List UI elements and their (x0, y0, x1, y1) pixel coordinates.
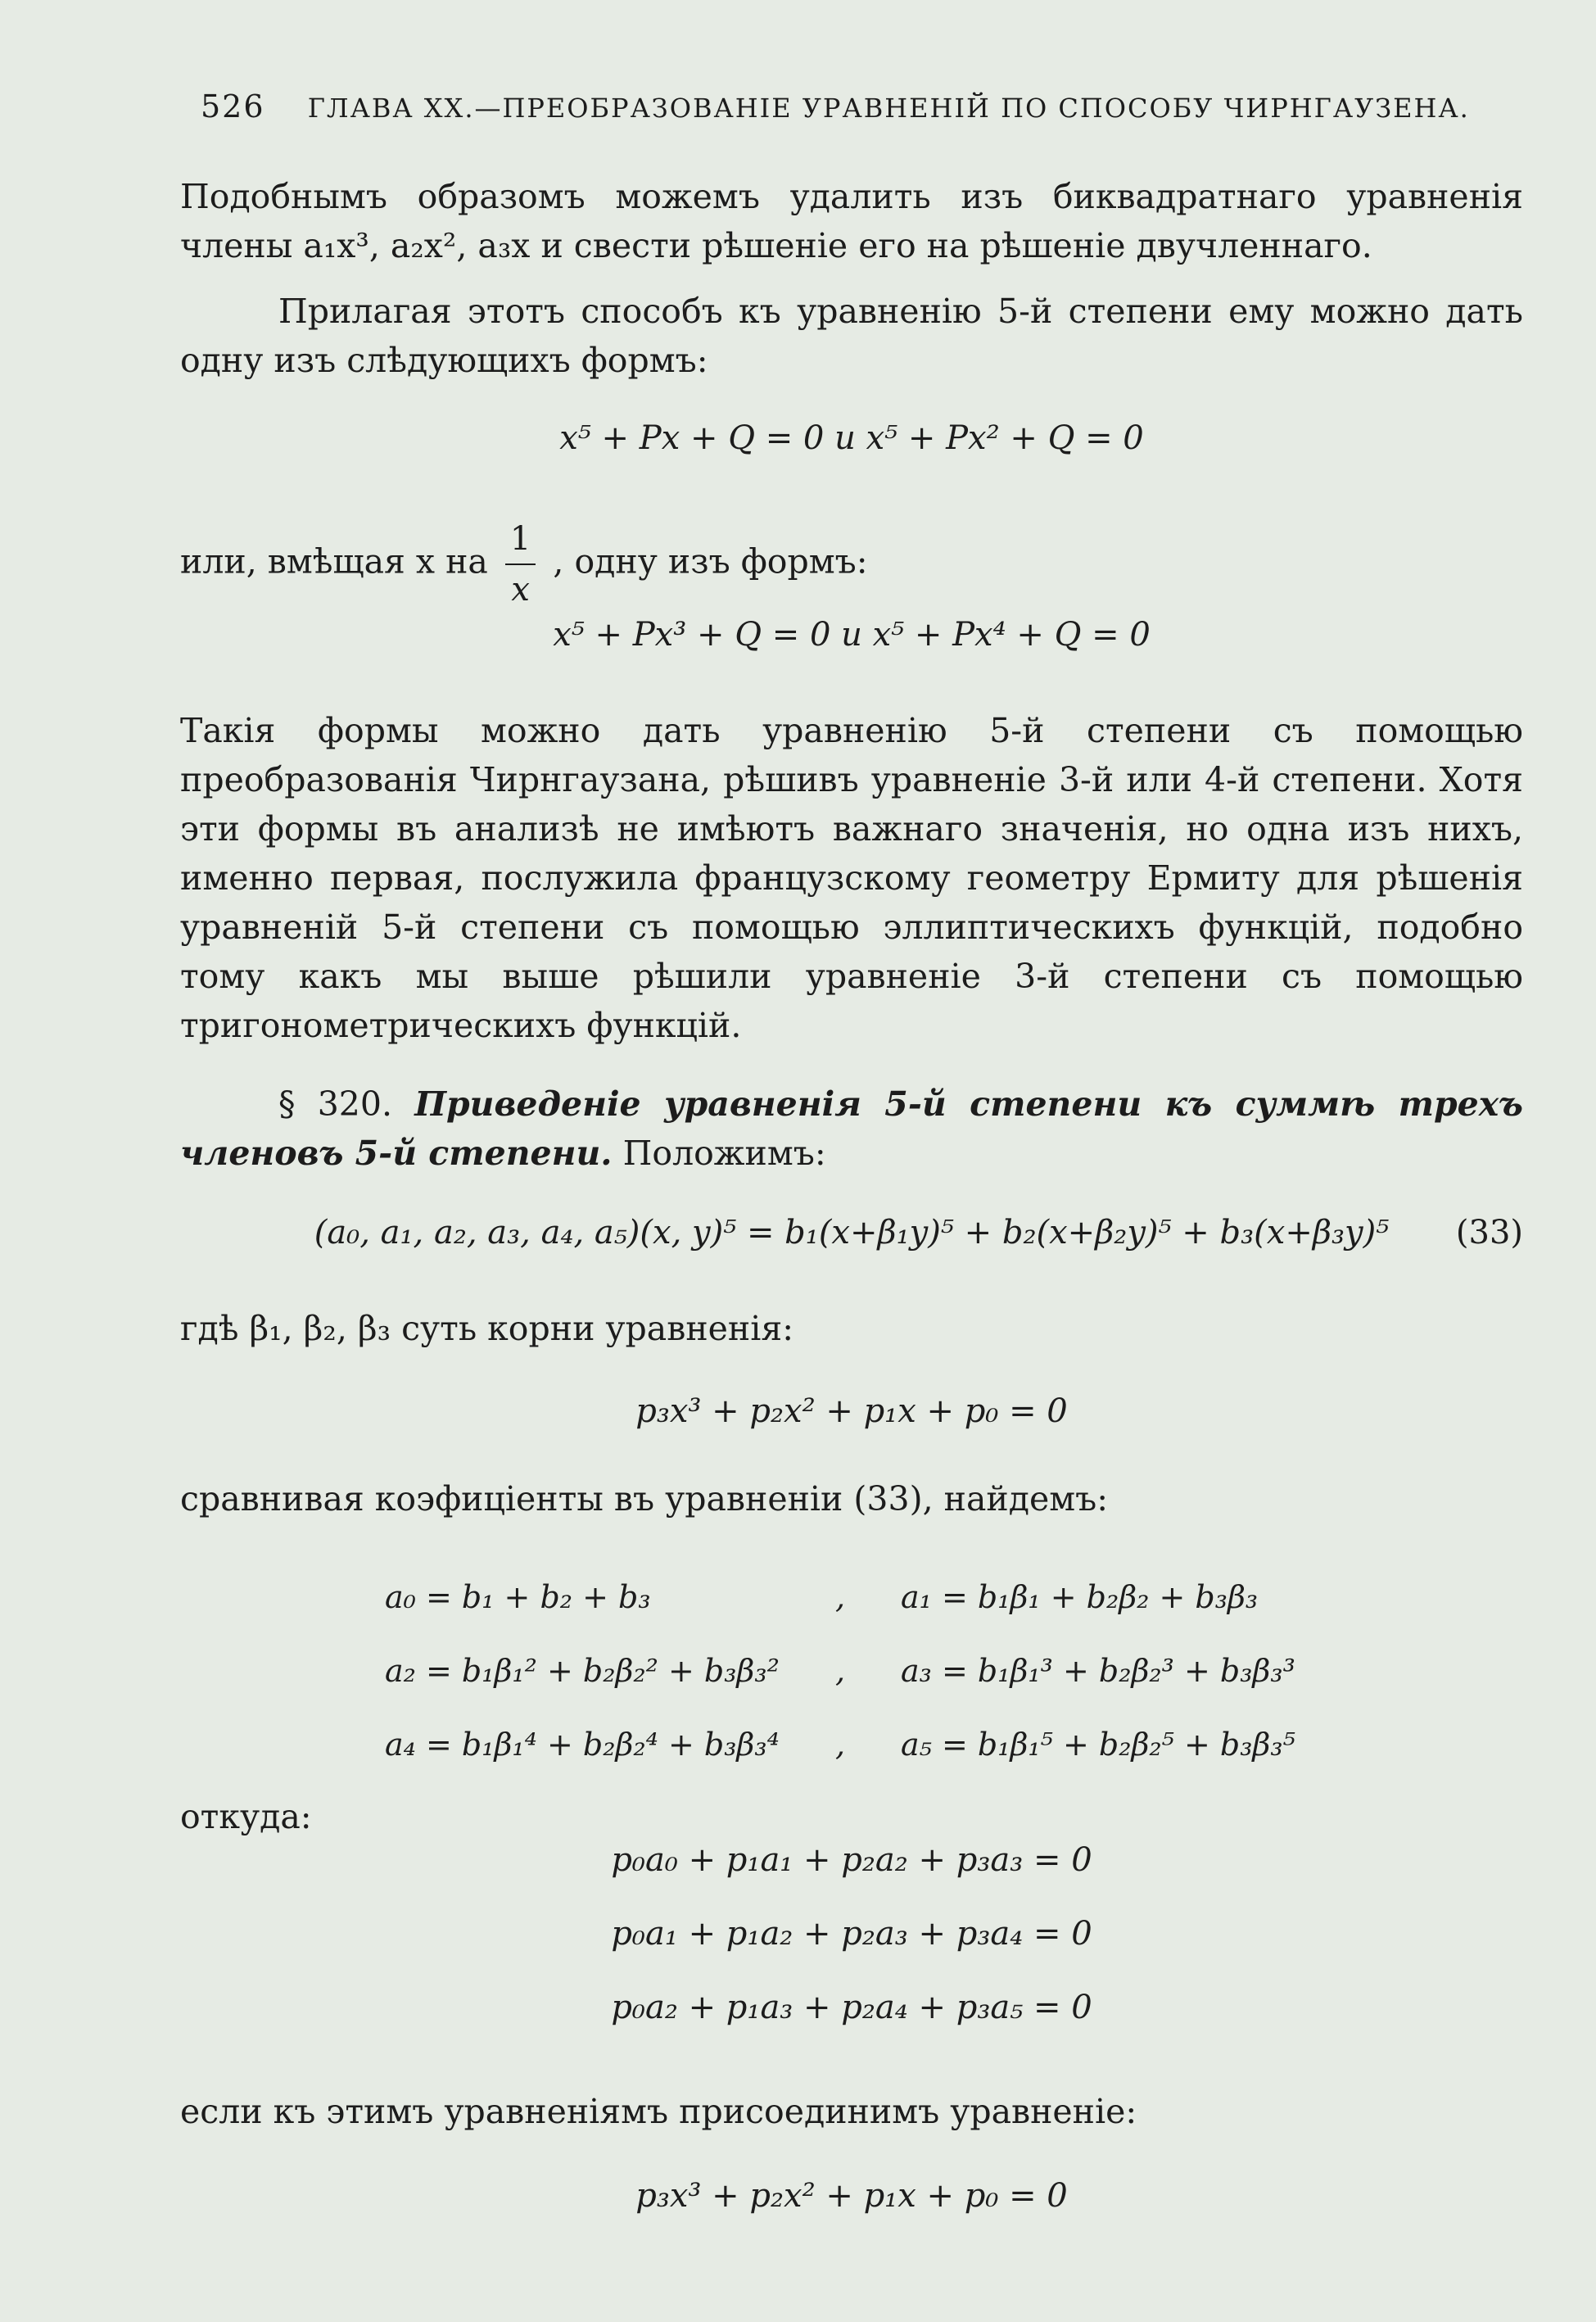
fraction-numerator: 1 (505, 514, 536, 565)
coef-a3: a₃ = b₁β₁³ + b₂β₂³ + b₃β₃³ (901, 1653, 1295, 1689)
join-line: если къ этимъ уравненіямъ присоединимъ уравненіе: (180, 2092, 1137, 2131)
coef-sep-1: , (835, 1579, 846, 1615)
section-title: Приведеніе уравненія 5-й степени къ суммѣ трехъ членовъ 5-й степени. (180, 1084, 1523, 1173)
coef-a1: a₁ = b₁β₁ + b₂β₂ + b₃β₃ (901, 1579, 1259, 1615)
substitution-line (180, 514, 1523, 614)
coef-sep-2: , (835, 1653, 846, 1689)
system-eq-2: p₀a₁ + p₁a₂ + p₂a₃ + p₃a₄ = 0 (611, 1915, 1092, 1953)
compare-line: сравнивая коэфиціенты въ уравненіи (33), найдемъ: (180, 1479, 1109, 1519)
equation-33 (180, 1214, 1523, 1252)
equation-forms-1: x⁵ + Px + Q = 0 и x⁵ + Px² + Q = 0 (559, 419, 1144, 457)
system-eq-3: p₀a₂ + p₁a₃ + p₂a₄ + p₃a₅ = 0 (611, 1989, 1092, 2026)
fraction-one-over-x (505, 514, 536, 614)
running-header (201, 88, 1470, 124)
coef-sep-3: , (835, 1727, 846, 1763)
chapter-title: ГЛАВА XX.—ПРЕОБРАЗОВАНІЕ УРАВНЕНІЙ ПО СПОСОБУ ЧИРНГАУЗЕНА. (307, 93, 1470, 124)
section-lead: Положимъ: (622, 1134, 826, 1173)
paragraph-1: Подобнымъ образомъ можемъ удалить изъ биквадратнаго уравненія члены a₁x³, a₂x², a₃x и свести рѣшеніе его на рѣшеніе двучленнаго. (180, 177, 1523, 265)
equation-forms-2: x⁵ + Px³ + Q = 0 и x⁵ + Px⁴ + Q = 0 (553, 616, 1151, 654)
system-eq-1: p₀a₀ + p₁a₁ + p₂a₂ + p₃a₃ = 0 (611, 1841, 1092, 1879)
substitution-prefix: или, вмѣщая x на (180, 541, 488, 582)
paragraph-2: Прилагая этотъ способъ къ уравненію 5-й степени ему можно дать одну изъ слѣдующихъ формъ: (180, 292, 1523, 380)
coef-a2: a₂ = b₁β₁² + b₂β₂² + b₃β₃² (385, 1653, 780, 1689)
coef-a4: a₄ = b₁β₁⁴ + b₂β₂⁴ + b₃β₃⁴ (385, 1727, 780, 1763)
equation-33-number: (33) (1455, 1214, 1523, 1252)
page-number: 526 (201, 88, 265, 124)
equation-33-body: (a₀, a₁, a₂, a₃, a₄, a₅)(x, y)⁵ = b₁(x+β₁y)⁵ + b₂(x+β₂y)⁵ + b₃(x+β₃y)⁵ (314, 1214, 1390, 1252)
coef-a0: a₀ = b₁ + b₂ + b₃ (385, 1579, 651, 1615)
section-320-paragraph (180, 1080, 1523, 1178)
section-number: § 320. (278, 1084, 393, 1124)
fraction-denominator: x (511, 571, 530, 609)
cubic-equation-repeat: p₃x³ + p₂x² + p₁x + p₀ = 0 (635, 2177, 1068, 2215)
hence-line: откуда: (180, 1797, 312, 1836)
roots-line: гдѣ β₁, β₂, β₃ суть корни уравненія: (180, 1309, 794, 1348)
cubic-equation: p₃x³ + p₂x² + p₁x + p₀ = 0 (635, 1392, 1068, 1430)
paragraph-3: Такія формы можно дать уравненію 5-й степени съ помощью преобразованія Чирнгаузана, рѣшивъ уравненіе 3-й или 4-й степени. Хотя эти формы въ анализѣ не имѣютъ важнаго значенія, но одна изъ нихъ, именно первая, послужила французскому геометру Ермиту для рѣшенія уравненій 5-й степени съ помощью эллиптическихъ функцій, подобно тому какъ мы выше рѣшили уравненіе 3-й степени съ помощью тригонометрическихъ функцій. (180, 711, 1523, 1045)
substitution-suffix: , одну изъ формъ: (553, 541, 868, 582)
coef-a5: a₅ = b₁β₁⁵ + b₂β₂⁵ + b₃β₃⁵ (901, 1727, 1295, 1763)
